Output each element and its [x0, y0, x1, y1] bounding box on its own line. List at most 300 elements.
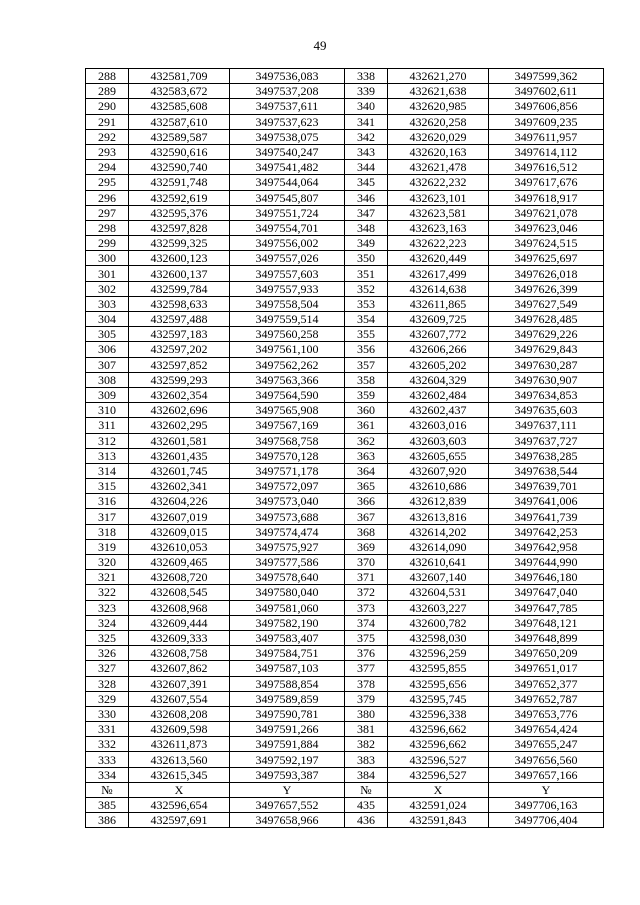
point-number-cell: 318 — [86, 524, 129, 539]
y-coordinate-cell: 3497606,856 — [489, 99, 604, 114]
y-coordinate-cell: 3497647,785 — [489, 600, 604, 615]
point-number-cell: 348 — [345, 220, 388, 235]
point-number-cell: 301 — [86, 266, 129, 281]
table-row — [86, 69, 604, 84]
y-coordinate-cell: 3497562,262 — [230, 357, 345, 372]
header-y-coordinate-cell: Y — [489, 782, 604, 797]
y-coordinate-cell: 3497637,111 — [489, 418, 604, 433]
point-number-cell: 361 — [345, 418, 388, 433]
point-number-cell: 357 — [345, 357, 388, 372]
y-coordinate-cell: 3497572,097 — [230, 479, 345, 494]
y-coordinate-cell: 3497536,083 — [230, 69, 345, 84]
table-row — [86, 327, 604, 342]
point-number-cell: 309 — [86, 387, 129, 402]
point-number-cell: 330 — [86, 706, 129, 721]
point-number-cell: 291 — [86, 114, 129, 129]
point-number-cell: 345 — [345, 175, 388, 190]
point-number-cell: 319 — [86, 539, 129, 554]
table-row — [86, 691, 604, 706]
x-coordinate-cell: 432614,090 — [388, 539, 489, 554]
x-coordinate-cell: 432596,654 — [129, 798, 230, 813]
x-coordinate-cell: 432621,638 — [388, 84, 489, 99]
y-coordinate-cell: 3497575,927 — [230, 539, 345, 554]
point-number-cell: 384 — [345, 767, 388, 782]
table-row — [86, 813, 604, 828]
point-number-cell: 358 — [345, 372, 388, 387]
x-coordinate-cell: 432620,258 — [388, 114, 489, 129]
y-coordinate-cell: 3497657,552 — [230, 798, 345, 813]
x-coordinate-cell: 432609,333 — [129, 630, 230, 645]
x-coordinate-cell: 432607,772 — [388, 327, 489, 342]
point-number-cell: 346 — [345, 190, 388, 205]
x-coordinate-cell: 432596,259 — [388, 646, 489, 661]
x-coordinate-cell: 432597,183 — [129, 327, 230, 342]
x-coordinate-cell: 432607,140 — [388, 570, 489, 585]
y-coordinate-cell: 3497626,018 — [489, 266, 604, 281]
x-coordinate-cell: 432585,608 — [129, 99, 230, 114]
point-number-cell: 364 — [345, 463, 388, 478]
table-row — [86, 448, 604, 463]
point-number-cell: 371 — [345, 570, 388, 585]
y-coordinate-cell: 3497582,190 — [230, 615, 345, 630]
x-coordinate-cell: 432621,270 — [388, 69, 489, 84]
y-coordinate-cell: 3497557,933 — [230, 281, 345, 296]
y-coordinate-cell: 3497591,266 — [230, 722, 345, 737]
y-coordinate-cell: 3497557,026 — [230, 251, 345, 266]
point-number-cell: 314 — [86, 463, 129, 478]
point-number-cell: 293 — [86, 144, 129, 159]
y-coordinate-cell: 3497657,166 — [489, 767, 604, 782]
table-row — [86, 479, 604, 494]
header-point-number-cell: № — [86, 782, 129, 797]
point-number-cell: 325 — [86, 630, 129, 645]
point-number-cell: 436 — [345, 813, 388, 828]
y-coordinate-cell: 3497646,180 — [489, 570, 604, 585]
x-coordinate-cell: 432603,227 — [388, 600, 489, 615]
x-coordinate-cell: 432581,709 — [129, 69, 230, 84]
y-coordinate-cell: 3497618,917 — [489, 190, 604, 205]
point-number-cell: 311 — [86, 418, 129, 433]
x-coordinate-cell: 432599,325 — [129, 236, 230, 251]
y-coordinate-cell: 3497537,623 — [230, 114, 345, 129]
y-coordinate-cell: 3497602,611 — [489, 84, 604, 99]
x-coordinate-cell: 432608,968 — [129, 600, 230, 615]
x-coordinate-cell: 432611,865 — [388, 296, 489, 311]
x-coordinate-cell: 432607,391 — [129, 676, 230, 691]
table-row — [86, 661, 604, 676]
x-coordinate-cell: 432608,545 — [129, 585, 230, 600]
table-row — [86, 722, 604, 737]
x-coordinate-cell: 432587,610 — [129, 114, 230, 129]
table-row — [86, 342, 604, 357]
point-number-cell: 294 — [86, 160, 129, 175]
x-coordinate-cell: 432596,662 — [388, 722, 489, 737]
y-coordinate-cell: 3497571,178 — [230, 463, 345, 478]
y-coordinate-cell: 3497590,781 — [230, 706, 345, 721]
point-number-cell: 351 — [345, 266, 388, 281]
y-coordinate-cell: 3497592,197 — [230, 752, 345, 767]
table-row — [86, 752, 604, 767]
y-coordinate-cell: 3497554,701 — [230, 220, 345, 235]
table-row — [86, 509, 604, 524]
x-coordinate-cell: 432599,784 — [129, 281, 230, 296]
y-coordinate-cell: 3497644,990 — [489, 555, 604, 570]
x-coordinate-cell: 432592,619 — [129, 190, 230, 205]
point-number-cell: 374 — [345, 615, 388, 630]
x-coordinate-cell: 432622,232 — [388, 175, 489, 190]
point-number-cell: 373 — [345, 600, 388, 615]
table-row — [86, 357, 604, 372]
x-coordinate-cell: 432589,587 — [129, 129, 230, 144]
y-coordinate-cell: 3497563,366 — [230, 372, 345, 387]
y-coordinate-cell: 3497556,002 — [230, 236, 345, 251]
x-coordinate-cell: 432601,581 — [129, 433, 230, 448]
point-number-cell: 370 — [345, 555, 388, 570]
x-coordinate-cell: 432590,740 — [129, 160, 230, 175]
y-coordinate-cell: 3497638,544 — [489, 463, 604, 478]
x-coordinate-cell: 432623,163 — [388, 220, 489, 235]
point-number-cell: 289 — [86, 84, 129, 99]
table-row — [86, 570, 604, 585]
x-coordinate-cell: 432597,202 — [129, 342, 230, 357]
table-row — [86, 646, 604, 661]
x-coordinate-cell: 432605,202 — [388, 357, 489, 372]
y-coordinate-cell: 3497617,676 — [489, 175, 604, 190]
x-coordinate-cell: 432609,725 — [388, 312, 489, 327]
point-number-cell: 341 — [345, 114, 388, 129]
point-number-cell: 360 — [345, 403, 388, 418]
x-coordinate-cell: 432599,293 — [129, 372, 230, 387]
x-coordinate-cell: 432604,531 — [388, 585, 489, 600]
point-number-cell: 369 — [345, 539, 388, 554]
x-coordinate-cell: 432620,163 — [388, 144, 489, 159]
y-coordinate-cell: 3497559,514 — [230, 312, 345, 327]
point-number-cell: 328 — [86, 676, 129, 691]
table-row — [86, 84, 604, 99]
table-row — [86, 129, 604, 144]
table-row — [86, 266, 604, 281]
y-coordinate-cell: 3497629,843 — [489, 342, 604, 357]
x-coordinate-cell: 432623,581 — [388, 205, 489, 220]
table-row — [86, 205, 604, 220]
table-row — [86, 251, 604, 266]
point-number-cell: 313 — [86, 448, 129, 463]
header-x-coordinate-cell: X — [388, 782, 489, 797]
table-row — [86, 798, 604, 813]
point-number-cell: 386 — [86, 813, 129, 828]
y-coordinate-cell: 3497540,247 — [230, 144, 345, 159]
y-coordinate-cell: 3497634,853 — [489, 387, 604, 402]
y-coordinate-cell: 3497584,751 — [230, 646, 345, 661]
point-number-cell: 365 — [345, 479, 388, 494]
y-coordinate-cell: 3497641,739 — [489, 509, 604, 524]
point-number-cell: 295 — [86, 175, 129, 190]
table-row — [86, 418, 604, 433]
point-number-cell: 353 — [345, 296, 388, 311]
point-number-cell: 320 — [86, 555, 129, 570]
y-coordinate-cell: 3497538,075 — [230, 129, 345, 144]
point-number-cell: 304 — [86, 312, 129, 327]
point-number-cell: 376 — [345, 646, 388, 661]
table-row — [86, 220, 604, 235]
x-coordinate-cell: 432610,053 — [129, 539, 230, 554]
x-coordinate-cell: 432609,465 — [129, 555, 230, 570]
point-number-cell: 323 — [86, 600, 129, 615]
point-number-cell: 296 — [86, 190, 129, 205]
x-coordinate-cell: 432602,484 — [388, 387, 489, 402]
x-coordinate-cell: 432595,376 — [129, 205, 230, 220]
y-coordinate-cell: 3497588,854 — [230, 676, 345, 691]
point-number-cell: 302 — [86, 281, 129, 296]
point-number-cell: 327 — [86, 661, 129, 676]
y-coordinate-cell: 3497642,253 — [489, 524, 604, 539]
x-coordinate-cell: 432597,691 — [129, 813, 230, 828]
x-coordinate-cell: 432591,748 — [129, 175, 230, 190]
y-coordinate-cell: 3497625,697 — [489, 251, 604, 266]
table-row — [86, 433, 604, 448]
y-coordinate-cell: 3497655,247 — [489, 737, 604, 752]
point-number-cell: 316 — [86, 494, 129, 509]
point-number-cell: 359 — [345, 387, 388, 402]
x-coordinate-cell: 432607,920 — [388, 463, 489, 478]
point-number-cell: 310 — [86, 403, 129, 418]
point-number-cell: 338 — [345, 69, 388, 84]
table-row — [86, 676, 604, 691]
point-number-cell: 306 — [86, 342, 129, 357]
point-number-cell: 340 — [345, 99, 388, 114]
y-coordinate-cell: 3497653,776 — [489, 706, 604, 721]
point-number-cell: 342 — [345, 129, 388, 144]
table-row — [86, 190, 604, 205]
y-coordinate-cell: 3497577,586 — [230, 555, 345, 570]
coordinates-table-body — [86, 69, 604, 828]
y-coordinate-cell: 3497609,235 — [489, 114, 604, 129]
point-number-cell: 317 — [86, 509, 129, 524]
y-coordinate-cell: 3497627,549 — [489, 296, 604, 311]
x-coordinate-cell: 432595,656 — [388, 676, 489, 691]
header-row — [86, 782, 604, 797]
point-number-cell: 363 — [345, 448, 388, 463]
y-coordinate-cell: 3497589,859 — [230, 691, 345, 706]
y-coordinate-cell: 3497638,285 — [489, 448, 604, 463]
y-coordinate-cell: 3497544,064 — [230, 175, 345, 190]
table-row — [86, 236, 604, 251]
point-number-cell: 329 — [86, 691, 129, 706]
y-coordinate-cell: 3497648,899 — [489, 630, 604, 645]
point-number-cell: 333 — [86, 752, 129, 767]
point-number-cell: 303 — [86, 296, 129, 311]
point-number-cell: 382 — [345, 737, 388, 752]
y-coordinate-cell: 3497541,482 — [230, 160, 345, 175]
x-coordinate-cell: 432607,554 — [129, 691, 230, 706]
x-coordinate-cell: 432583,672 — [129, 84, 230, 99]
x-coordinate-cell: 432605,655 — [388, 448, 489, 463]
header-y-coordinate-cell: Y — [230, 782, 345, 797]
point-number-cell: 435 — [345, 798, 388, 813]
x-coordinate-cell: 432608,720 — [129, 570, 230, 585]
y-coordinate-cell: 3497593,387 — [230, 767, 345, 782]
point-number-cell: 356 — [345, 342, 388, 357]
point-number-cell: 354 — [345, 312, 388, 327]
table-row — [86, 296, 604, 311]
point-number-cell: 307 — [86, 357, 129, 372]
table-row — [86, 144, 604, 159]
y-coordinate-cell: 3497614,112 — [489, 144, 604, 159]
point-number-cell: 349 — [345, 236, 388, 251]
point-number-cell: 368 — [345, 524, 388, 539]
table-row — [86, 99, 604, 114]
y-coordinate-cell: 3497654,424 — [489, 722, 604, 737]
point-number-cell: 331 — [86, 722, 129, 737]
y-coordinate-cell: 3497652,787 — [489, 691, 604, 706]
coordinates-table — [85, 68, 604, 828]
table-row — [86, 312, 604, 327]
x-coordinate-cell: 432613,816 — [388, 509, 489, 524]
point-number-cell: 367 — [345, 509, 388, 524]
table-row — [86, 114, 604, 129]
x-coordinate-cell: 432596,527 — [388, 752, 489, 767]
table-row — [86, 555, 604, 570]
table-row — [86, 372, 604, 387]
x-coordinate-cell: 432622,223 — [388, 236, 489, 251]
x-coordinate-cell: 432615,345 — [129, 767, 230, 782]
point-number-cell: 300 — [86, 251, 129, 266]
y-coordinate-cell: 3497567,169 — [230, 418, 345, 433]
y-coordinate-cell: 3497647,040 — [489, 585, 604, 600]
y-coordinate-cell: 3497599,362 — [489, 69, 604, 84]
x-coordinate-cell: 432609,444 — [129, 615, 230, 630]
x-coordinate-cell: 432623,101 — [388, 190, 489, 205]
x-coordinate-cell: 432621,478 — [388, 160, 489, 175]
table-row — [86, 539, 604, 554]
x-coordinate-cell: 432600,123 — [129, 251, 230, 266]
y-coordinate-cell: 3497624,515 — [489, 236, 604, 251]
y-coordinate-cell: 3497635,603 — [489, 403, 604, 418]
y-coordinate-cell: 3497564,590 — [230, 387, 345, 402]
table-row — [86, 630, 604, 645]
x-coordinate-cell: 432597,488 — [129, 312, 230, 327]
y-coordinate-cell: 3497630,907 — [489, 372, 604, 387]
point-number-cell: 322 — [86, 585, 129, 600]
table-row — [86, 281, 604, 296]
table-row — [86, 600, 604, 615]
x-coordinate-cell: 432591,024 — [388, 798, 489, 813]
y-coordinate-cell: 3497621,078 — [489, 205, 604, 220]
x-coordinate-cell: 432603,016 — [388, 418, 489, 433]
point-number-cell: 385 — [86, 798, 129, 813]
y-coordinate-cell: 3497611,957 — [489, 129, 604, 144]
point-number-cell: 315 — [86, 479, 129, 494]
y-coordinate-cell: 3497650,209 — [489, 646, 604, 661]
x-coordinate-cell: 432613,560 — [129, 752, 230, 767]
y-coordinate-cell: 3497573,688 — [230, 509, 345, 524]
point-number-cell: 324 — [86, 615, 129, 630]
x-coordinate-cell: 432597,852 — [129, 357, 230, 372]
point-number-cell: 362 — [345, 433, 388, 448]
y-coordinate-cell: 3497537,208 — [230, 84, 345, 99]
point-number-cell: 372 — [345, 585, 388, 600]
y-coordinate-cell: 3497578,640 — [230, 570, 345, 585]
y-coordinate-cell: 3497656,560 — [489, 752, 604, 767]
y-coordinate-cell: 3497568,758 — [230, 433, 345, 448]
y-coordinate-cell: 3497616,512 — [489, 160, 604, 175]
point-number-cell: 355 — [345, 327, 388, 342]
y-coordinate-cell: 3497642,958 — [489, 539, 604, 554]
table-row — [86, 706, 604, 721]
point-number-cell: 343 — [345, 144, 388, 159]
table-row — [86, 585, 604, 600]
x-coordinate-cell: 432614,202 — [388, 524, 489, 539]
y-coordinate-cell: 3497570,128 — [230, 448, 345, 463]
x-coordinate-cell: 432608,208 — [129, 706, 230, 721]
y-coordinate-cell: 3497648,121 — [489, 615, 604, 630]
x-coordinate-cell: 432591,843 — [388, 813, 489, 828]
y-coordinate-cell: 3497623,046 — [489, 220, 604, 235]
y-coordinate-cell: 3497652,377 — [489, 676, 604, 691]
point-number-cell: 350 — [345, 251, 388, 266]
table-row — [86, 494, 604, 509]
point-number-cell: 339 — [345, 84, 388, 99]
point-number-cell: 305 — [86, 327, 129, 342]
header-point-number-cell: № — [345, 782, 388, 797]
x-coordinate-cell: 432604,226 — [129, 494, 230, 509]
y-coordinate-cell: 3497561,100 — [230, 342, 345, 357]
y-coordinate-cell: 3497591,884 — [230, 737, 345, 752]
x-coordinate-cell: 432590,616 — [129, 144, 230, 159]
x-coordinate-cell: 432606,266 — [388, 342, 489, 357]
y-coordinate-cell: 3497558,504 — [230, 296, 345, 311]
point-number-cell: 380 — [345, 706, 388, 721]
point-number-cell: 312 — [86, 433, 129, 448]
x-coordinate-cell: 432607,019 — [129, 509, 230, 524]
x-coordinate-cell: 432608,758 — [129, 646, 230, 661]
x-coordinate-cell: 432620,449 — [388, 251, 489, 266]
x-coordinate-cell: 432596,527 — [388, 767, 489, 782]
x-coordinate-cell: 432612,839 — [388, 494, 489, 509]
x-coordinate-cell: 432602,295 — [129, 418, 230, 433]
x-coordinate-cell: 432614,638 — [388, 281, 489, 296]
point-number-cell: 290 — [86, 99, 129, 114]
x-coordinate-cell: 432598,633 — [129, 296, 230, 311]
point-number-cell: 326 — [86, 646, 129, 661]
x-coordinate-cell: 432602,354 — [129, 387, 230, 402]
x-coordinate-cell: 432598,030 — [388, 630, 489, 645]
y-coordinate-cell: 3497537,611 — [230, 99, 345, 114]
y-coordinate-cell: 3497545,807 — [230, 190, 345, 205]
x-coordinate-cell: 432595,745 — [388, 691, 489, 706]
x-coordinate-cell: 432596,338 — [388, 706, 489, 721]
x-coordinate-cell: 432600,782 — [388, 615, 489, 630]
y-coordinate-cell: 3497565,908 — [230, 403, 345, 418]
y-coordinate-cell: 3497628,485 — [489, 312, 604, 327]
x-coordinate-cell: 432600,137 — [129, 266, 230, 281]
x-coordinate-cell: 432620,985 — [388, 99, 489, 114]
y-coordinate-cell: 3497630,287 — [489, 357, 604, 372]
y-coordinate-cell: 3497658,966 — [230, 813, 345, 828]
table-row — [86, 524, 604, 539]
point-number-cell: 375 — [345, 630, 388, 645]
x-coordinate-cell: 432596,662 — [388, 737, 489, 752]
y-coordinate-cell: 3497580,040 — [230, 585, 345, 600]
x-coordinate-cell: 432604,329 — [388, 372, 489, 387]
y-coordinate-cell: 3497551,724 — [230, 205, 345, 220]
point-number-cell: 288 — [86, 69, 129, 84]
table-row — [86, 737, 604, 752]
point-number-cell: 379 — [345, 691, 388, 706]
point-number-cell: 344 — [345, 160, 388, 175]
y-coordinate-cell: 3497573,040 — [230, 494, 345, 509]
point-number-cell: 383 — [345, 752, 388, 767]
